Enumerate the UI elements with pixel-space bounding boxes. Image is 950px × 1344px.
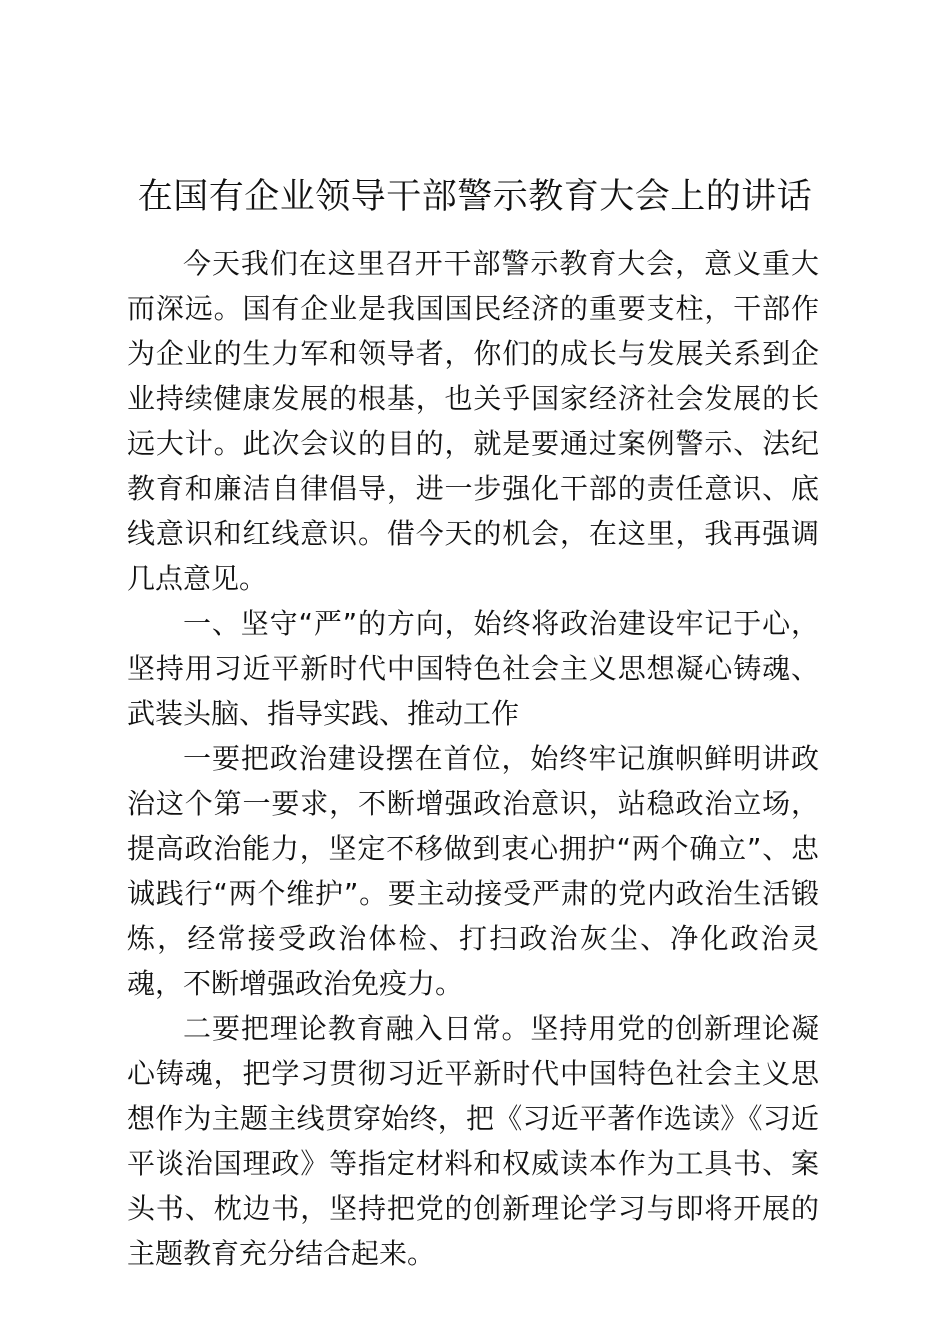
paragraph-point-1: 一要把政治建设摆在首位，始终牢记旗帜鲜明讲政治这个第一要求，不断增强政治意识，站稳政治立场，提高政治能力，坚定不移做到衷心拥护“两个确立”、忠诚践行“两个维护”。要主动接受严肃的党内政治生活锻炼，经常接受政治体检、打扫政治灰尘、净化政治灵魂，不断增强政治免疫力。 [127, 742, 819, 1000]
document-title: 在国有企业领导干部警示教育大会上的讲话 [137, 177, 813, 217]
paragraph-section-heading-1: 一、坚守“严”的方向，始终将政治建设牢记于心，坚持用习近平新时代中国特色社会主义思想凝心铸魂、武装头脑、指导实践、推动工作 [127, 607, 819, 730]
document-body [127, 241, 819, 1276]
paragraph-point-2: 二要把理论教育融入日常。坚持用党的创新理论凝心铸魂，把学习贯彻习近平新时代中国特色社会主义思想作为主题主线贯穿始终，把《习近平著作选读》《习近平谈治国理政》等指定材料和权威读本作为工具书、案头书、枕边书，坚持把党的创新理论学习与即将开展的主题教育充分结合起来。 [127, 1012, 819, 1270]
paragraph-intro: 今天我们在这里召开干部警示教育大会，意义重大而深远。国有企业是我国国民经济的重要支柱，干部作为企业的生力军和领导者，你们的成长与发展关系到企业持续健康发展的根基，也关乎国家经济社会发展的长远大计。此次会议的目的，就是要通过案例警示、法纪教育和廉洁自律倡导，进一步强化干部的责任意识、底线意识和红线意识。借今天的机会，在这里，我再强调几点意见。 [127, 247, 819, 595]
